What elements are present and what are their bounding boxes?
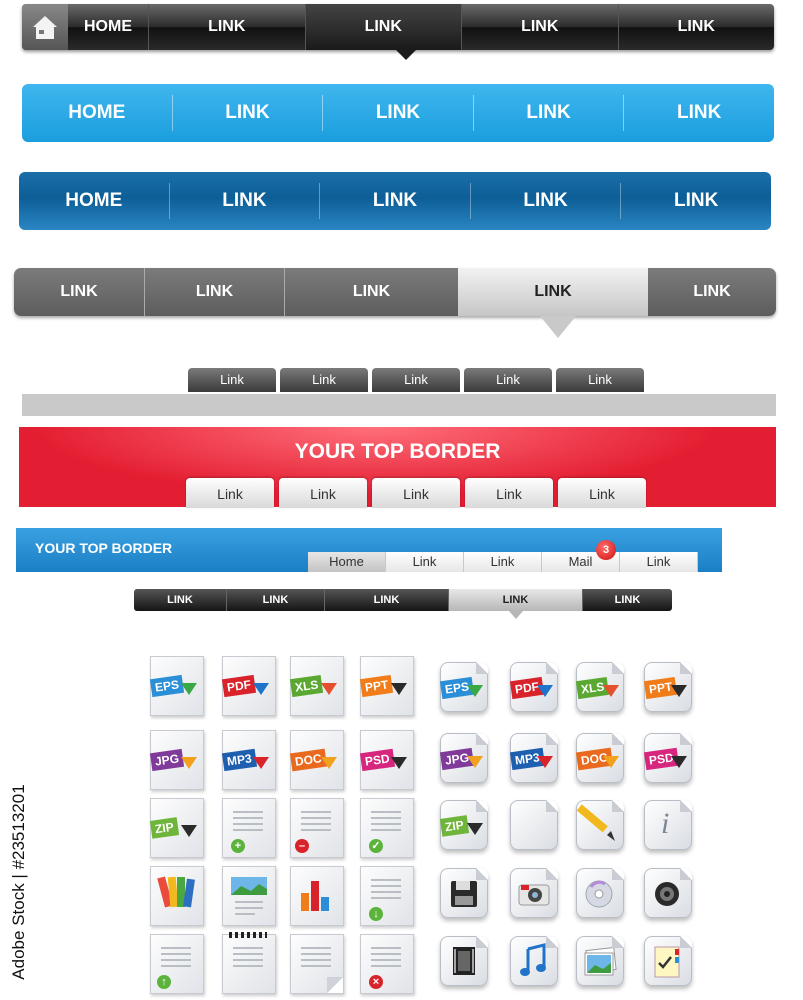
tab-link[interactable]: Link: [464, 552, 542, 572]
xls-label: XLS: [290, 675, 324, 697]
dark-glossy-navbar: [22, 4, 774, 50]
nav-home[interactable]: HOME: [68, 102, 126, 123]
download-arrow-icon: [321, 683, 337, 695]
checklist-icon[interactable]: [644, 936, 692, 986]
light-blue-navbar: [22, 84, 774, 142]
speaker-icon[interactable]: [644, 868, 692, 918]
tab-link[interactable]: Link: [556, 368, 644, 392]
pencil-document-icon[interactable]: [576, 800, 624, 850]
download-arrow-icon: [467, 685, 483, 697]
xls-file-icon[interactable]: [290, 656, 344, 716]
psd-label: PSD: [644, 748, 679, 770]
tab-link[interactable]: Link: [280, 368, 368, 392]
stock-id-text: Adobe Stock | #23513201: [9, 784, 28, 980]
nav-link[interactable]: LINK: [172, 95, 323, 131]
download-arrow-icon: [603, 685, 619, 697]
nav-link[interactable]: LINK: [167, 594, 193, 606]
up-arrow-icon: ↑: [157, 975, 171, 989]
download-arrow-icon: [467, 756, 483, 768]
nav-link[interactable]: LINK: [620, 183, 771, 219]
doc-file-icon[interactable]: [576, 733, 624, 783]
notification-badge: 3: [596, 540, 616, 560]
nav-link-active[interactable]: LINK: [458, 268, 648, 316]
approved-document-icon[interactable]: [360, 798, 414, 858]
xls-file-icon[interactable]: [576, 662, 624, 712]
ppt-file-icon[interactable]: [360, 656, 414, 716]
download-arrow-icon: [671, 756, 687, 768]
nav-link[interactable]: LINK: [322, 95, 473, 131]
tab-link[interactable]: Link: [465, 478, 553, 508]
nav-link[interactable]: LINK: [284, 268, 458, 316]
doc-label: DOC: [576, 748, 613, 771]
tab-link[interactable]: Link: [558, 478, 646, 508]
floppy-disk-icon[interactable]: [440, 868, 488, 918]
tab-mail-label: Mail: [568, 554, 593, 569]
eps-label: EPS: [440, 677, 474, 699]
chart-document-icon[interactable]: [290, 866, 344, 926]
blue-header-tabs: [308, 544, 698, 572]
tab-link[interactable]: Link: [372, 478, 460, 508]
small-dark-navbar: [134, 589, 672, 611]
mp3-file-icon[interactable]: [510, 733, 558, 783]
nav-link[interactable]: LINK: [226, 589, 324, 611]
tab-link[interactable]: Link: [279, 478, 367, 508]
download-arrow-icon: [391, 683, 407, 695]
nav-home[interactable]: HOME: [84, 18, 132, 35]
red-header-title: YOUR TOP BORDER: [294, 440, 501, 463]
dark-blue-navbar: [19, 172, 771, 230]
camera-icon[interactable]: [510, 868, 558, 918]
psd-label: PSD: [360, 749, 395, 771]
eps-file-icon[interactable]: [440, 662, 488, 712]
xls-label: XLS: [576, 677, 610, 699]
ppt-file-icon[interactable]: [644, 662, 692, 712]
eps-label: EPS: [150, 675, 184, 697]
zip-file-icon[interactable]: [440, 800, 488, 850]
music-note-icon[interactable]: [510, 936, 558, 986]
blue-header-title: YOUR TOP BORDER: [35, 540, 173, 556]
download-arrow-icon: [181, 825, 197, 837]
download-arrow-icon: [603, 756, 619, 768]
pdf-file-icon[interactable]: [510, 662, 558, 712]
text-document-icon[interactable]: [510, 800, 558, 850]
ppt-label: PPT: [644, 677, 678, 699]
check-icon: ✓: [369, 839, 383, 853]
home-icon[interactable]: [22, 4, 68, 50]
jpg-label: JPG: [440, 748, 474, 770]
info-document-icon[interactable]: i: [644, 800, 692, 850]
nav-link[interactable]: LINK: [324, 589, 448, 611]
nav-link[interactable]: LINK: [693, 283, 731, 300]
page-curl-document-icon[interactable]: [290, 934, 344, 994]
download-document-icon[interactable]: [360, 866, 414, 926]
image-document-icon[interactable]: [222, 866, 276, 926]
pdf-file-icon[interactable]: [222, 656, 276, 716]
nav-link[interactable]: LINK: [473, 95, 624, 131]
psd-file-icon[interactable]: [644, 733, 692, 783]
active-pointer: [540, 316, 576, 338]
zip-file-icon[interactable]: [150, 798, 204, 858]
download-arrow-icon: [537, 756, 553, 768]
grey-navbar: [14, 268, 776, 316]
mp3-label: MP3: [222, 749, 257, 771]
download-arrow-icon: [253, 683, 269, 695]
download-arrow-icon: [321, 757, 337, 769]
tab-strip: [22, 394, 776, 416]
tab-link[interactable]: Link: [386, 552, 464, 572]
nav-link-active[interactable]: LINK: [448, 589, 582, 611]
cd-disc-icon[interactable]: [576, 868, 624, 918]
upload-document-icon[interactable]: [150, 934, 204, 994]
close-icon: ×: [369, 975, 383, 989]
plus-icon: +: [231, 839, 245, 853]
download-arrow-icon: [537, 685, 553, 697]
nav-link[interactable]: LINK: [470, 183, 621, 219]
tab-home[interactable]: Home: [308, 552, 386, 572]
nav-link[interactable]: LINK: [60, 283, 98, 300]
jpg-label: JPG: [150, 749, 184, 771]
mp3-label: MP3: [510, 748, 545, 770]
notepad-document-icon[interactable]: [222, 934, 276, 994]
jpg-file-icon[interactable]: [440, 733, 488, 783]
nav-link-active[interactable]: LINK: [305, 4, 462, 50]
download-arrow-icon: [467, 823, 483, 835]
tab-link[interactable]: Link: [464, 368, 552, 392]
delete-document-icon[interactable]: [360, 934, 414, 994]
tab-link[interactable]: Link: [188, 368, 276, 392]
pdf-label: PDF: [510, 677, 544, 699]
eps-file-icon[interactable]: [150, 656, 204, 716]
tab-link[interactable]: Link: [620, 552, 698, 572]
doc-file-icon[interactable]: [290, 730, 344, 790]
add-document-icon[interactable]: [222, 798, 276, 858]
nav-home[interactable]: HOME: [65, 190, 123, 211]
nav-link[interactable]: LINK: [618, 4, 775, 50]
mp3-file-icon[interactable]: [222, 730, 276, 790]
nav-link[interactable]: LINK: [461, 4, 618, 50]
color-swatch-document-icon[interactable]: [150, 866, 204, 926]
tab-link[interactable]: Link: [372, 368, 460, 392]
small-tab-row: [188, 368, 648, 392]
ppt-label: PPT: [360, 675, 394, 697]
nav-link[interactable]: LINK: [169, 183, 320, 219]
minus-icon: –: [295, 839, 309, 853]
nav-link[interactable]: LINK: [144, 268, 284, 316]
download-arrow-icon: [391, 757, 407, 769]
photo-stack-icon[interactable]: [576, 936, 624, 986]
nav-link[interactable]: LINK: [582, 589, 672, 611]
zip-label: ZIP: [440, 815, 469, 837]
download-arrow-icon: [181, 683, 197, 695]
doc-label: DOC: [290, 749, 327, 772]
zip-label: ZIP: [150, 817, 179, 839]
active-pointer: [509, 611, 523, 619]
psd-file-icon[interactable]: [360, 730, 414, 790]
tab-mail[interactable]: [542, 544, 620, 572]
stock-id-watermark: [2, 780, 32, 990]
download-arrow-icon: [181, 757, 197, 769]
down-arrow-icon: ↓: [369, 907, 383, 921]
nav-link[interactable]: LINK: [319, 183, 470, 219]
nav-link[interactable]: LINK: [148, 4, 305, 50]
download-arrow-icon: [671, 685, 687, 697]
jpg-file-icon[interactable]: [150, 730, 204, 790]
download-arrow-icon: [253, 757, 269, 769]
nav-link[interactable]: LINK: [623, 95, 774, 131]
remove-document-icon[interactable]: [290, 798, 344, 858]
active-pointer: [396, 50, 416, 60]
pdf-label: PDF: [222, 675, 256, 697]
film-icon[interactable]: [440, 936, 488, 986]
red-header-tabs: [186, 478, 651, 508]
tab-link[interactable]: Link: [186, 478, 274, 508]
